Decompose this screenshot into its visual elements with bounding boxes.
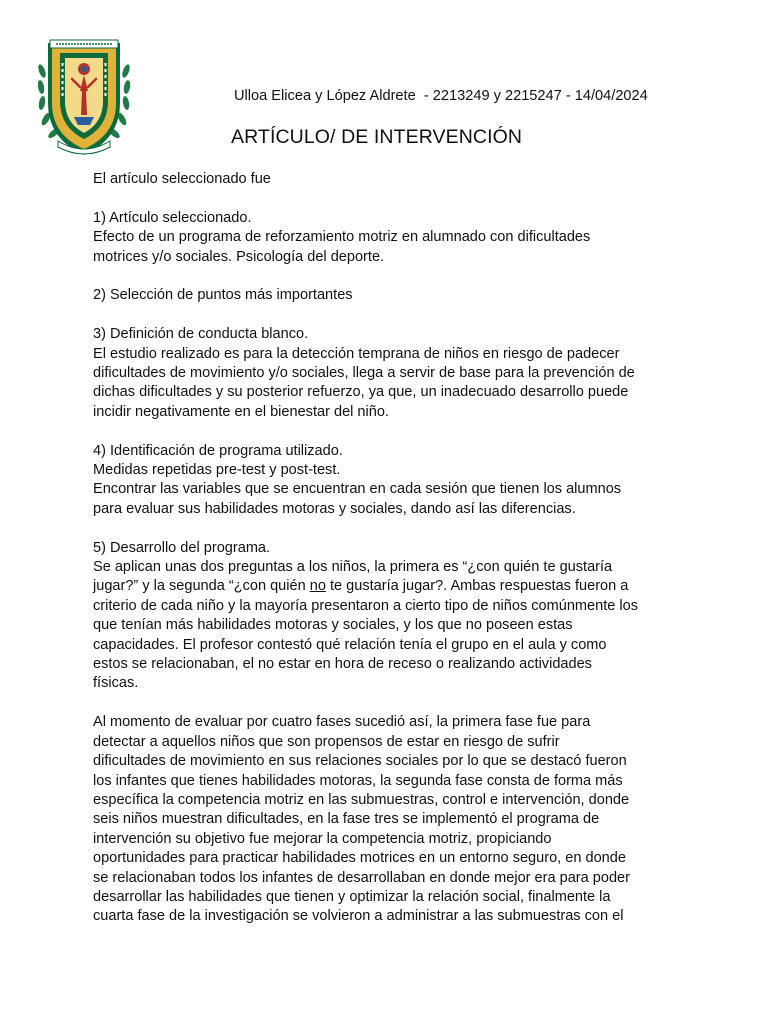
text-line: para evaluar sus habilidades motoras y sociales, dando así las diferencias.: [93, 500, 576, 517]
text-line: oportunidades para practicar habilidades motrices en un entorno seguro, en donde: [93, 850, 626, 867]
text-line: desarrollar las habilidades que tienen y optimizar la relación social, finalmente la: [93, 888, 611, 905]
text-line: los infantes que tienes habilidades motoras, la segunda fase consta de forma más: [93, 772, 623, 789]
text-line: Efecto de un programa de reforzamiento motriz en alumnado con dificultades: [93, 229, 591, 246]
section-4: [93, 442, 683, 520]
section-2-heading: 2) Selección de puntos más importantes: [93, 287, 353, 304]
text-segment: jugar?” y la segunda “¿con quién: [93, 578, 310, 595]
text-line: motrices y/o sociales. Psicología del deporte.: [93, 248, 385, 265]
text-line: estos se relacionaban, el no estar en hora de receso o realizando actividades: [93, 656, 592, 673]
text-line: cuarta fase de la investigación se volvieron a administrar a las submuestras con el: [93, 908, 624, 925]
author-header-line: Ulloa Elicea y López Aldrete - 2213249 y 2215247 - 14/04/2024: [234, 88, 648, 104]
text-line: Al momento de evaluar por cuatro fases sucedió así, la primera fase fue para: [93, 714, 591, 731]
section-3-heading: 3) Definición de conducta blanco.: [93, 326, 309, 343]
underlined-word: no: [309, 578, 326, 595]
document-body: [93, 170, 683, 927]
text-line: específica la competencia motriz en las submuestras, control e intervención, donde: [93, 791, 630, 808]
section-5: [93, 539, 683, 694]
text-line: dificultades de movimiento en sus relaciones sociales por lo que se destacó fueron: [93, 753, 627, 770]
section-1: [93, 209, 683, 267]
document-title: ARTÍCULO/ DE INTERVENCIÓN: [231, 126, 523, 148]
text-line: [93, 577, 683, 596]
text-line: intervención su objetivo fue mejorar la competencia motriz, propiciando: [93, 830, 552, 847]
text-line: dificultades de movimiento y/o sociales, llega a servir de base para la prevención de: [93, 365, 635, 382]
section-3: [93, 325, 683, 422]
text-line: físicas.: [93, 675, 139, 692]
text-line: dichas dificultades y su posterior refuerzo, ya que, un inadecuado desarrollo puede: [93, 384, 629, 401]
text-line: detectar a aquellos niños que son propensos de estar en riesgo de sufrir: [93, 733, 560, 750]
text-line: capacidades. El profesor contestó qué relación tenía el grupo en el aula y como: [93, 636, 607, 653]
paragraph-evaluation-phases: [93, 713, 683, 926]
text-line: Encontrar las variables que se encuentran en cada sesión que tienen los alumnos: [93, 481, 622, 498]
text-segment: te gustaría jugar?. Ambas respuestas fueron a: [325, 578, 629, 595]
section-5-heading: 5) Desarrollo del programa.: [93, 539, 271, 556]
text-line: incidir negativamente en el bienestar del niño.: [93, 403, 389, 420]
section-4-heading: 4) Identificación de programa utilizado.: [93, 442, 343, 459]
section-2: [93, 286, 683, 305]
intro-line: El artículo seleccionado fue: [93, 171, 271, 187]
text-line: que tenían más habilidades motoras y sociales, y los que no poseen estas: [93, 617, 573, 634]
text-line: El estudio realizado es para la detección temprana de niños en riesgo de padecer: [93, 345, 620, 362]
text-line: se relacionaban todos los infantes de desarrollaban en donde mejor era para poder: [93, 869, 630, 886]
section-1-heading: 1) Artículo seleccionado.: [93, 209, 252, 226]
text-line: Se aplican unas dos preguntas a los niños, la primera es “¿con quién te gustaría: [93, 559, 613, 576]
text-line: criterio de cada niño y la mayoría presentaron a cierto tipo de niños comúnmente los: [93, 597, 638, 614]
text-line: Medidas repetidas pre-test y post-test.: [93, 462, 341, 479]
text-line: seis niños muestran dificultades, en la fase tres se implementó el programa de: [93, 811, 600, 828]
university-seal-logo: [36, 31, 132, 159]
